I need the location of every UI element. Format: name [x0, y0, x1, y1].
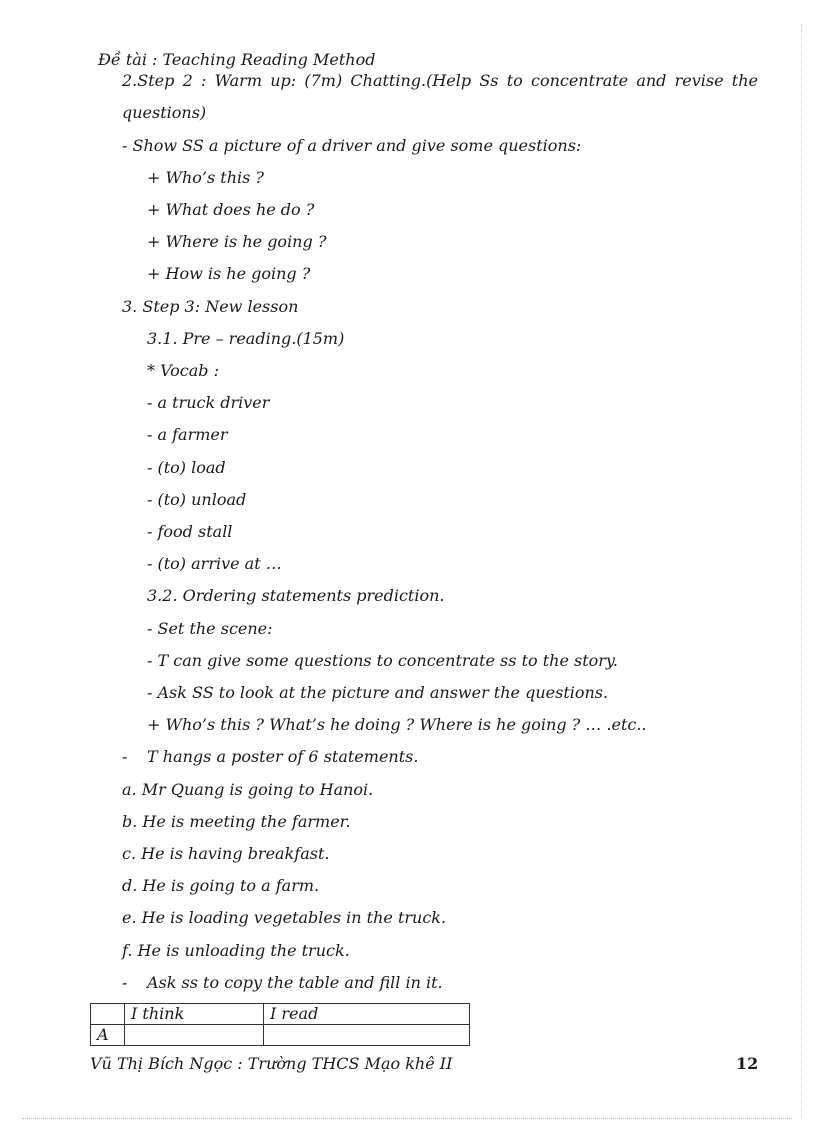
picture-questions: + Who’s this ? What’s he doing ? Where is he going ? … .etc..	[147, 715, 647, 734]
question-item: + Who’s this ?	[147, 168, 264, 187]
ask-picture-item: - Ask SS to look at the picture and answer the questions.	[147, 683, 609, 702]
vocab-item: - a farmer	[147, 425, 228, 444]
statement-item: c. He is having breakfast.	[122, 844, 330, 863]
page-boundary-right	[801, 24, 802, 1118]
question-item: + Where is he going ?	[147, 232, 327, 251]
statement-item: a. Mr Quang is going to Hanoi.	[122, 780, 374, 799]
poster-instruction: T hangs a poster of 6 statements.	[147, 747, 419, 766]
vocab-item: - (to) unload	[147, 490, 247, 509]
bullet-dash: -	[122, 747, 128, 766]
show-picture-instruction: - Show SS a picture of a driver and give some questions:	[122, 136, 582, 155]
teacher-questions-item: - T can give some questions to concentrate ss to the story.	[147, 651, 618, 670]
table-header-cell: I read	[264, 1004, 470, 1025]
statement-item: b. He is meeting the farmer.	[122, 812, 351, 831]
vocab-item: - (to) arrive at …	[147, 554, 282, 573]
table-header-cell: I think	[125, 1004, 264, 1025]
step3-heading: 3. Step 3: New lesson	[122, 297, 299, 316]
question-item: + How is he going ?	[147, 264, 311, 283]
table-row	[91, 1025, 470, 1046]
footer-author: Vũ Thị Bích Ngọc : Trường THCS Mạo khê II	[90, 1054, 453, 1073]
vocab-item: - (to) load	[147, 458, 226, 477]
question-item: + What does he do ?	[147, 200, 315, 219]
table-header-cell	[91, 1004, 125, 1025]
document-header: Đề tài : Teaching Reading Method	[98, 50, 376, 69]
table-header-row	[91, 1004, 470, 1025]
page-number: 12	[736, 1054, 759, 1073]
step2-heading: 2.Step 2 : Warm up: (7m) Chatting.(Help Ss to concentrate and revise the	[122, 71, 758, 90]
statement-item: e. He is loading vegetables in the truck.	[122, 908, 447, 927]
statement-item: d. He is going to a farm.	[122, 876, 320, 895]
ordering-heading: 3.2. Ordering statements prediction.	[147, 586, 445, 605]
copy-table-instruction: Ask ss to copy the table and fill in it.	[147, 973, 443, 992]
vocab-item: - a truck driver	[147, 393, 270, 412]
table-cell	[125, 1025, 264, 1046]
table-cell	[264, 1025, 470, 1046]
step2-continuation: questions)	[122, 103, 207, 122]
bullet-dash: -	[122, 973, 128, 992]
vocab-item: - food stall	[147, 522, 233, 541]
set-scene-item: - Set the scene:	[147, 619, 273, 638]
page-boundary-bottom	[22, 1118, 792, 1119]
table-cell: A	[91, 1025, 125, 1046]
vocab-heading: * Vocab :	[147, 361, 220, 380]
prediction-table	[90, 1003, 470, 1046]
statement-item: f. He is unloading the truck.	[122, 941, 350, 960]
pre-reading-heading: 3.1. Pre – reading.(15m)	[147, 329, 345, 348]
